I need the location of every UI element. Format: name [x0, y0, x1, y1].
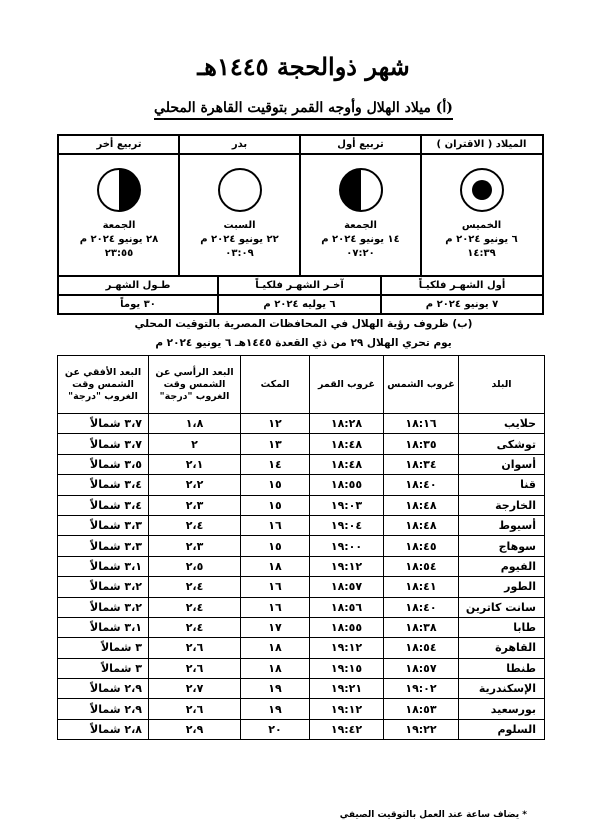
cell-sunset: ١٨:١٦	[384, 414, 459, 434]
table-row	[58, 536, 545, 556]
month-start-label: أول الشهـر فلكيـاً	[418, 280, 506, 291]
header-altitude: البعد الرأسي عن الشمس وقت الغروب "درجة"	[149, 356, 241, 414]
cell-moonset: ١٨:٤٨	[310, 434, 384, 454]
table-body	[58, 414, 545, 740]
table-row	[58, 658, 545, 678]
cell-sunset: ١٨:٥٣	[384, 699, 459, 719]
cell-altitude: ٢،٤	[149, 515, 241, 535]
cell-city: سانت كاترين	[459, 597, 545, 617]
cell-elongation: ٢،٩ شمالاً	[58, 699, 149, 719]
last-quarter-moon-icon	[96, 167, 142, 213]
section-a-title-text: (أ) ميلاد الهلال وأوجه القمر بتوقيت القاهرة المحلي	[154, 100, 453, 120]
cell-moonset: ١٨:٤٨	[310, 454, 384, 474]
cell-sunset: ١٨:٥٤	[384, 556, 459, 576]
phase-date: ٢٢ يونيو ٢٠٢٤ م	[200, 234, 279, 245]
phase-new-moon	[421, 155, 542, 275]
cell-altitude: ٢،١	[149, 454, 241, 474]
phase-day: السبت	[223, 220, 256, 231]
cell-moonset: ١٩:١٢	[310, 556, 384, 576]
cell-sunset: ١٨:٤٥	[384, 536, 459, 556]
cell-moonset: ١٩:٠٣	[310, 495, 384, 515]
cell-altitude: ١،٨	[149, 414, 241, 434]
cell-altitude: ٢،٥	[149, 556, 241, 576]
cell-moonset: ١٩:٢١	[310, 679, 384, 699]
cell-altitude: ٢،٩	[149, 719, 241, 739]
month-end-value: ٦ يوليه ٢٠٢٤ م	[263, 299, 336, 310]
full-moon-icon	[217, 167, 263, 213]
cell-city: بورسعيد	[459, 699, 545, 719]
cell-elongation: ٣،٢ شمالاً	[58, 577, 149, 597]
table-row	[58, 719, 545, 739]
cell-city: طنطا	[459, 658, 545, 678]
cell-altitude: ٢،٦	[149, 638, 241, 658]
table-row	[58, 699, 545, 719]
table-row	[58, 597, 545, 617]
cell-elongation: ٣،٣ شمالاً	[58, 515, 149, 535]
cell-sunset: ١٩:٢٢	[384, 719, 459, 739]
new-moon-icon	[459, 167, 505, 213]
cell-sunset: ١٨:٥٤	[384, 638, 459, 658]
cell-moonset: ١٩:٠٤	[310, 515, 384, 535]
cell-sunset: ١٨:٣٥	[384, 434, 459, 454]
cell-city: الإسكندرية	[459, 679, 545, 699]
visibility-table	[57, 355, 545, 740]
section-b-title: (ب) ظروف رؤية الهلال في المحافظات المصرية بالتوقيت المحلي	[134, 318, 473, 330]
cell-city: السلوم	[459, 719, 545, 739]
phase-date: ٦ يونيو ٢٠٢٤ م	[445, 234, 518, 245]
phase-last-quarter	[59, 155, 179, 275]
cell-lag: ١٧	[241, 617, 310, 637]
phase-date: ٢٨ يونيو ٢٠٢٤ م	[79, 234, 159, 245]
cell-altitude: ٢،٣	[149, 536, 241, 556]
cell-elongation: ٣ شمالاً	[58, 658, 149, 678]
phase-header-first-quarter: تربيع أول	[300, 136, 421, 155]
header-lag: المكث	[241, 356, 310, 414]
cell-lag: ١٢	[241, 414, 310, 434]
cell-altitude: ٢،٢	[149, 475, 241, 495]
phase-time: ٢٣:٥٥	[104, 248, 134, 259]
cell-moonset: ١٩:٤٢	[310, 719, 384, 739]
cell-city: أسيوط	[459, 515, 545, 535]
cell-moonset: ١٩:٠٠	[310, 536, 384, 556]
phase-time: ٠٧:٢٠	[346, 248, 375, 259]
cell-city: سوهاج	[459, 536, 545, 556]
cell-lag: ١٥	[241, 536, 310, 556]
phase-day: الجمعة	[344, 220, 377, 231]
phase-date: ١٤ يونيو ٢٠٢٤ م	[321, 234, 400, 245]
table-row	[58, 434, 545, 454]
phase-day: الجمعة	[102, 220, 136, 231]
cell-altitude: ٢،٤	[149, 617, 241, 637]
cell-moonset: ١٨:٥٦	[310, 597, 384, 617]
table-row	[58, 556, 545, 576]
section-a-title	[0, 100, 607, 116]
table-row	[58, 577, 545, 597]
phase-time: ٠٣:٠٩	[225, 248, 254, 259]
table-row	[58, 515, 545, 535]
phase-header-last-quarter: تربيع أخر	[59, 136, 179, 155]
cell-sunset: ١٨:٣٤	[384, 454, 459, 474]
cell-city: طابا	[459, 617, 545, 637]
footnote: * يضاف ساعة عند العمل بالتوقيت الصيفي	[339, 810, 527, 820]
cell-lag: ٢٠	[241, 719, 310, 739]
cell-sunset: ١٨:٥٧	[384, 658, 459, 678]
cell-moonset: ١٨:٥٧	[310, 577, 384, 597]
cell-moonset: ١٨:٥٥	[310, 475, 384, 495]
cell-lag: ١٨	[241, 638, 310, 658]
cell-moonset: ١٨:٢٨	[310, 414, 384, 434]
cell-sunset: ١٨:٤٠	[384, 475, 459, 495]
cell-sunset: ١٨:٤٠	[384, 597, 459, 617]
phase-full-moon	[179, 155, 300, 275]
month-length-label: طـول الشهـر	[105, 280, 171, 291]
cell-moonset: ١٩:١٢	[310, 638, 384, 658]
cell-city: حلايب	[459, 414, 545, 434]
cell-elongation: ٣،٥ شمالاً	[58, 454, 149, 474]
cell-moonset: ١٨:٥٥	[310, 617, 384, 637]
cell-city: الخارجة	[459, 495, 545, 515]
cell-city: قنا	[459, 475, 545, 495]
table-row	[58, 414, 545, 434]
moon-phases-box	[57, 134, 544, 315]
cell-lag: ١٣	[241, 434, 310, 454]
table-row	[58, 638, 545, 658]
first-quarter-moon-icon	[338, 167, 384, 213]
header-moonset: غروب القمر	[310, 356, 384, 414]
cell-elongation: ٢،٨ شمالاً	[58, 719, 149, 739]
cell-lag: ١٥	[241, 495, 310, 515]
month-length-value: ٣٠ يوماً	[120, 299, 156, 310]
cell-elongation: ٣،٤ شمالاً	[58, 475, 149, 495]
cell-sunset: ١٨:٤١	[384, 577, 459, 597]
cell-city: الطور	[459, 577, 545, 597]
phase-day: الخميس	[461, 220, 502, 231]
cell-sunset: ١٨:٤٨	[384, 515, 459, 535]
header-elongation: البعد الأفقي عن الشمس وقت الغروب "درجة"	[58, 356, 149, 414]
cell-altitude: ٢،٦	[149, 658, 241, 678]
cell-lag: ١٦	[241, 515, 310, 535]
phase-header-full-moon: بدر	[179, 136, 300, 155]
section-b-subtitle: يوم تحري الهلال ٢٩ من ذي القعدة ١٤٤٥هـ ٦ يونيو ٢٠٢٤ م	[155, 337, 452, 349]
phase-header-new-moon: الميلاد ( الاقتران )	[421, 136, 542, 155]
cell-lag: ١٤	[241, 454, 310, 474]
table-row	[58, 475, 545, 495]
table-row	[58, 617, 545, 637]
cell-moonset: ١٩:١٢	[310, 699, 384, 719]
cell-elongation: ٣،١ شمالاً	[58, 617, 149, 637]
phase-time: ١٤:٣٩	[467, 248, 496, 259]
cell-lag: ١٦	[241, 597, 310, 617]
table-row	[58, 495, 545, 515]
month-end-label: آخـر الشهـر فلكيـاً	[255, 280, 344, 291]
cell-lag: ١٨	[241, 658, 310, 678]
cell-moonset: ١٩:١٥	[310, 658, 384, 678]
page-title: شهر ذوالحجة ١٤٤٥هـ	[197, 52, 410, 81]
cell-city: الفيوم	[459, 556, 545, 576]
cell-altitude: ٢،٤	[149, 577, 241, 597]
cell-lag: ١٦	[241, 577, 310, 597]
cell-lag: ١٩	[241, 679, 310, 699]
cell-sunset: ١٩:٠٢	[384, 679, 459, 699]
table-header-row	[58, 356, 545, 414]
cell-altitude: ٢،٧	[149, 679, 241, 699]
cell-elongation: ٣،١ شمالاً	[58, 556, 149, 576]
cell-altitude: ٢،٦	[149, 699, 241, 719]
cell-altitude: ٢،٣	[149, 495, 241, 515]
header-city: البلد	[459, 356, 545, 414]
cell-altitude: ٢	[149, 434, 241, 454]
cell-elongation: ٢،٩ شمالاً	[58, 679, 149, 699]
cell-elongation: ٣،٧ شمالاً	[58, 434, 149, 454]
table-row	[58, 454, 545, 474]
phase-first-quarter	[300, 155, 421, 275]
cell-lag: ١٩	[241, 699, 310, 719]
cell-elongation: ٣،٣ شمالاً	[58, 536, 149, 556]
cell-city: القاهرة	[459, 638, 545, 658]
table-row	[58, 679, 545, 699]
cell-sunset: ١٨:٣٨	[384, 617, 459, 637]
month-start-value: ٧ يونيو ٢٠٢٤ م	[425, 299, 499, 310]
cell-city: توشكى	[459, 434, 545, 454]
cell-city: أسوان	[459, 454, 545, 474]
header-sunset: غروب الشمس	[384, 356, 459, 414]
cell-elongation: ٣ شمالاً	[58, 638, 149, 658]
cell-elongation: ٣،٢ شمالاً	[58, 597, 149, 617]
cell-altitude: ٢،٤	[149, 597, 241, 617]
cell-elongation: ٣،٧ شمالاً	[58, 414, 149, 434]
cell-elongation: ٣،٤ شمالاً	[58, 495, 149, 515]
cell-sunset: ١٨:٤٨	[384, 495, 459, 515]
cell-lag: ١٨	[241, 556, 310, 576]
cell-lag: ١٥	[241, 475, 310, 495]
